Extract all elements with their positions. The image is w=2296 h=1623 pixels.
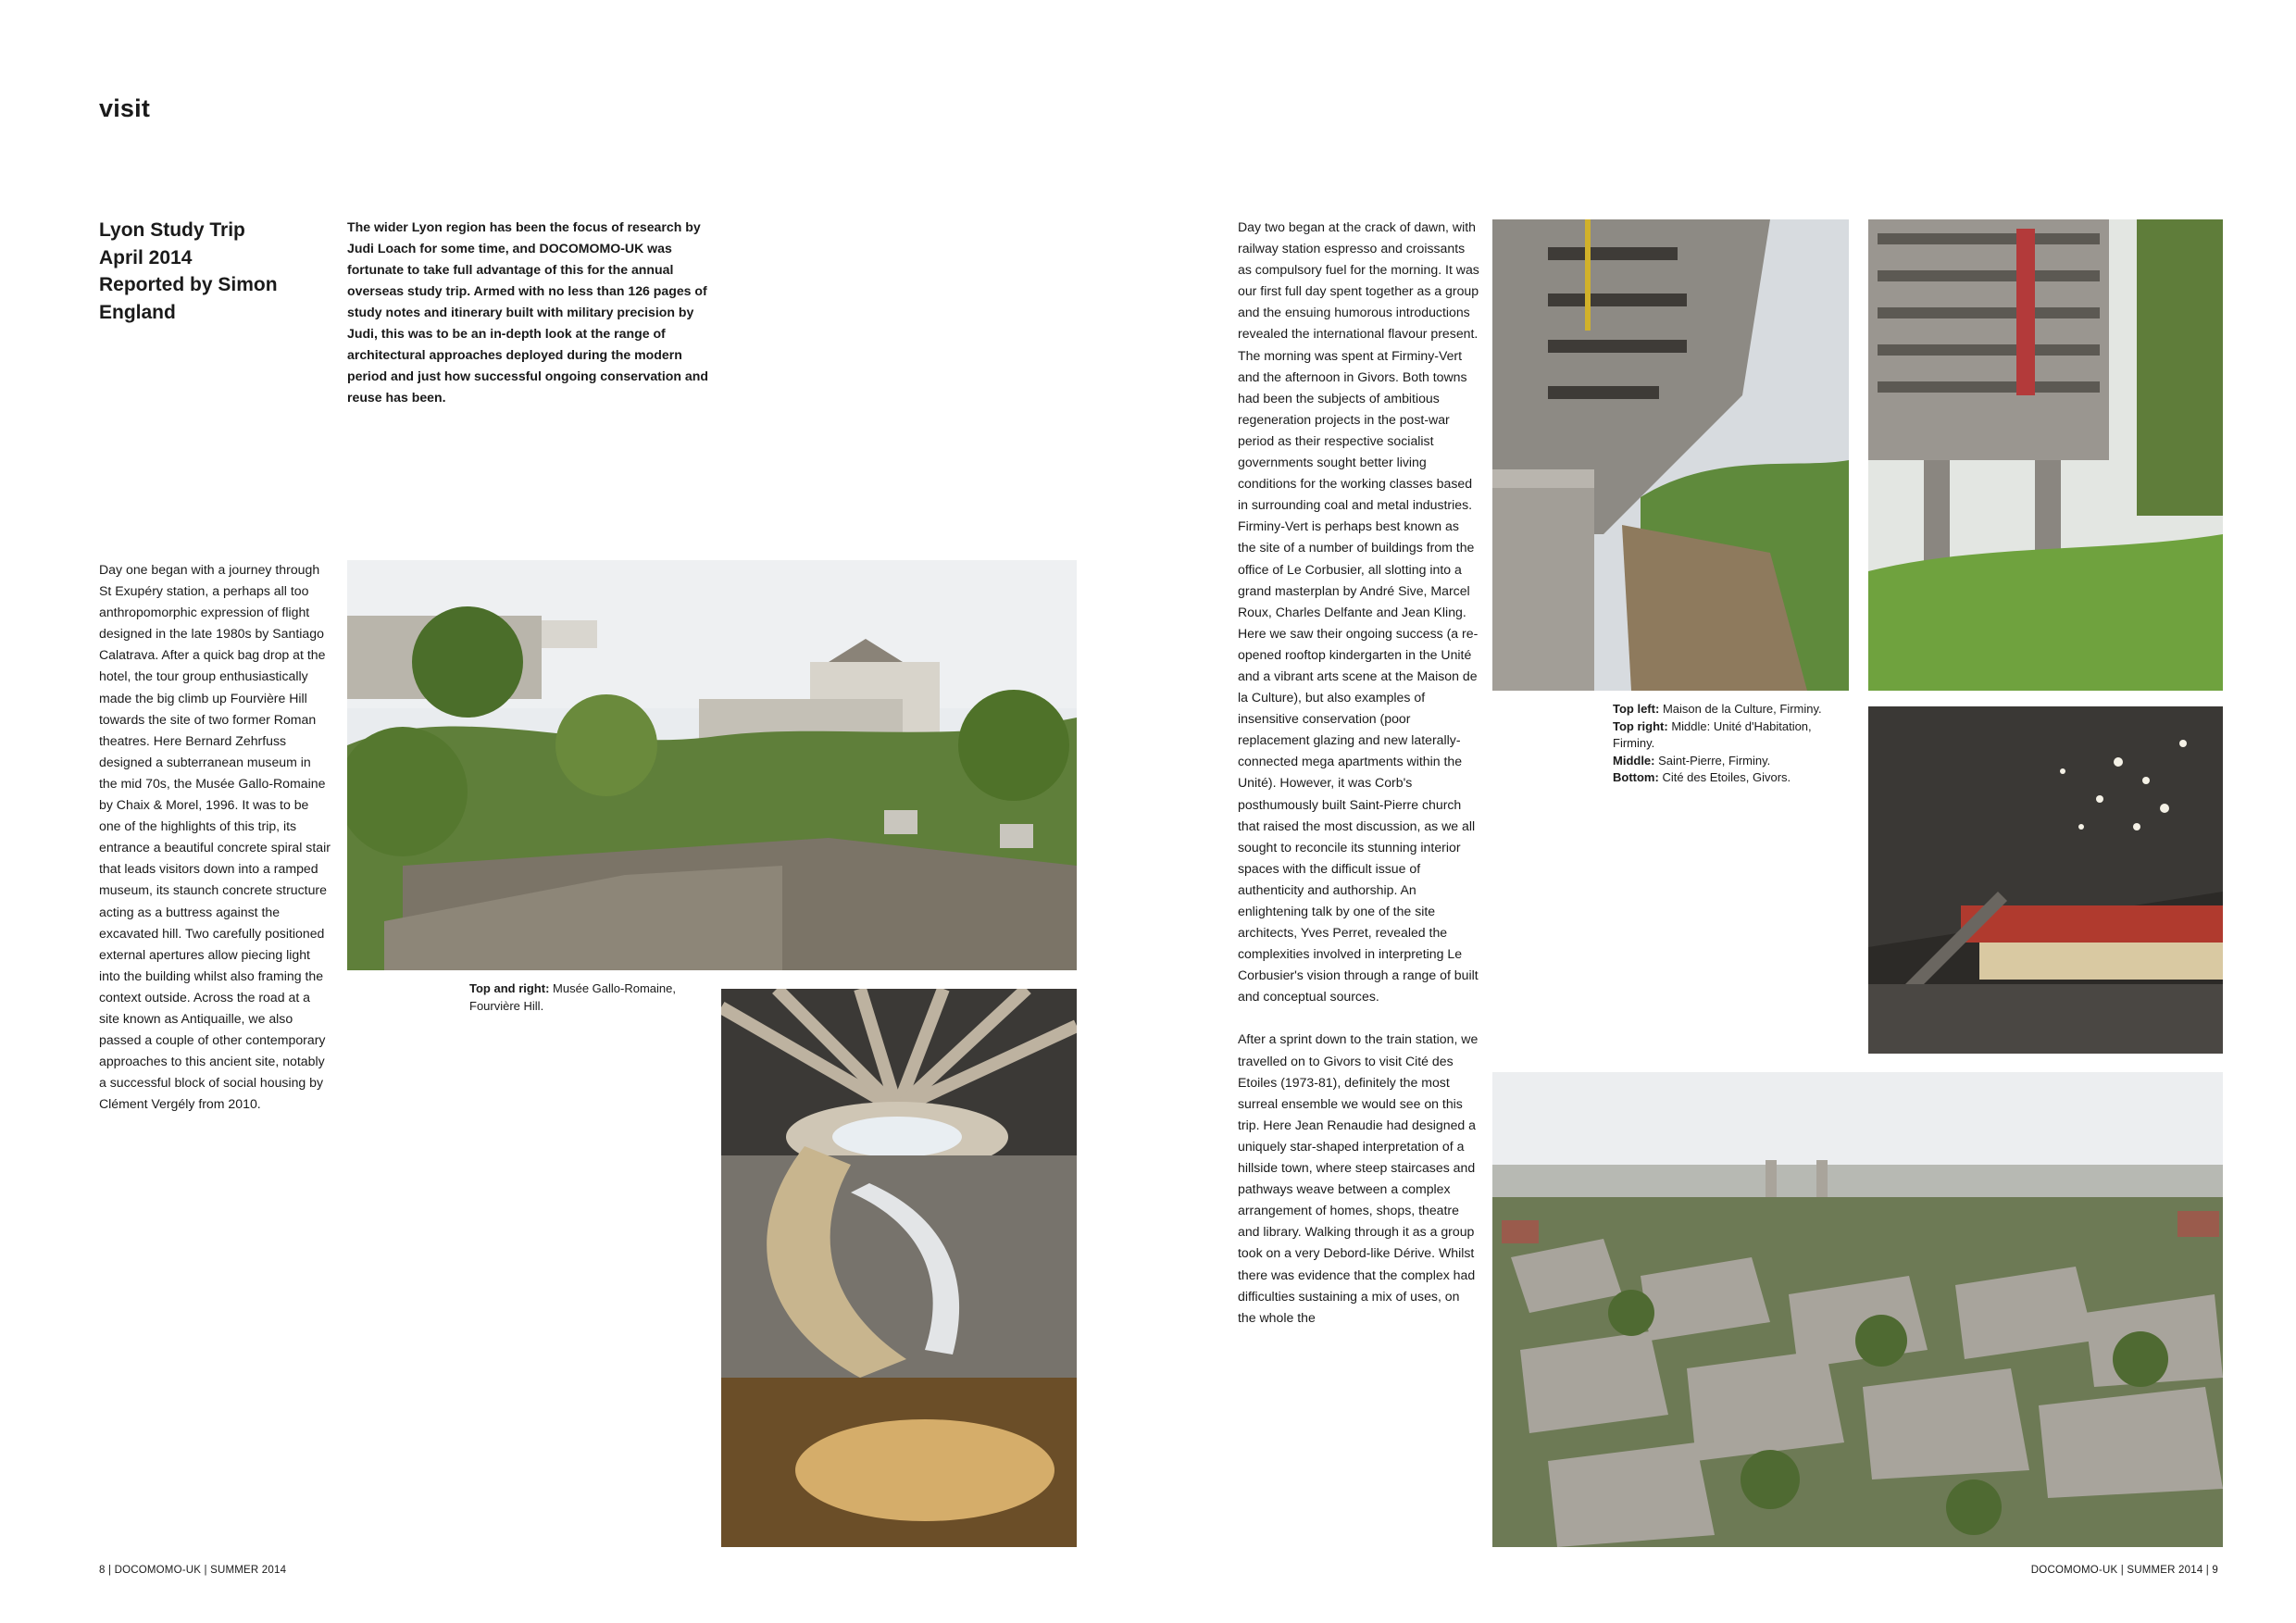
caption-label: Top and right: <box>469 981 550 995</box>
body-paragraph: After a sprint down to the train station, we travelled on to Givors to visit Cité des Etoiles (1973-81), definitely the most surreal ensemble we would see on this trip. Here Jean Renaudie had designed a uniquely star-shaped interpretation of a hillside town, where steep staircases and pathways weave between a complex arrangement of homes, shops, theatre and library. Walking through it as a group took on a very Debord-like Dérive. Whilst there was evidence that the complex had difficulties sustaining a mix of uses, on the whole the <box>1238 1031 1479 1325</box>
body-column-right <box>1238 217 1480 1350</box>
caption-line <box>1613 769 1840 787</box>
caption-text: Musée Gallo-Romaine, Fourvière Hill. <box>469 981 676 1013</box>
caption-line <box>1613 753 1840 770</box>
title-line: Lyon Study Trip <box>99 219 245 241</box>
caption-text: Saint-Pierre, Firminy. <box>1658 753 1771 768</box>
intro-paragraph: The wider Lyon region has been the focus of research by Judi Loach for some time, and DOCOMOMO-UK was fortunate to take full advantage of this for the annual overseas study trip. Armed with no less than 126 pages of study notes and itinerary built with military precision by Judi, this was to be an in-depth look at the range of architectural approaches deployed during the modern period and just how successful ongoing conservation and reuse has been. <box>347 219 708 405</box>
caption-line <box>1613 701 1840 718</box>
caption-label: Middle: <box>1613 753 1655 768</box>
caption-label: Top right: <box>1613 718 1668 733</box>
caption-museum <box>469 980 710 1015</box>
photo-saint-pierre-interior <box>1868 706 2223 1054</box>
body-paragraph: Day two began at the crack of dawn, with railway station espresso and croissants as compulsory fuel for the morning. It was our first full day spent together as a group and the ensuing humorous introductions revealed the international flavour present. The morning was spent at Firminy-Vert and the afternoon in Givors. Both towns had been the subjects of ambitious regeneration projects in the post-war period as their respective socialist governments sought better living conditions for the working classes based in surrounding coal and metal industries. Firminy-Vert is perhaps best known as the site of a number of buildings from the office of Le Corbusier, all slotting into a grand masterplan by André Sive, Marcel Roux, Charles Delfante and Jean Kling. Here we saw their ongoing success (a re-opened rooftop kindergarten in the Unité and a vibrant arts scene at the Maison de la Culture), but also examples of insensitive conservation (poor replacement glazing and new laterally-connected mega apartments within the Unité). However, it was Corb's posthumously built Saint-Pierre church that raised the most discussion, as we all sought to reconcile its stunning interior spaces with the difficult issue of authenticity and authorship. An enlightening talk by one of the site architects, Yves Perret, revealed the complexities involved in interpreting Le Corbusier's vision through a range of built and conceptual sources. <box>1238 219 1479 1005</box>
caption-label: Top left: <box>1613 702 1660 716</box>
article-title <box>99 217 321 326</box>
photo-maison-de-la-culture <box>1492 219 1849 691</box>
footer-right: DOCOMOMO-UK | SUMMER 2014 | 9 <box>2030 1565 2218 1576</box>
photo-museum-spiral-stair <box>721 989 1077 1547</box>
body-column-left <box>99 559 332 1136</box>
caption-firminy-givors <box>1613 701 1840 787</box>
photo-unite-habitation <box>1868 219 2223 691</box>
title-line: April 2014 <box>99 246 193 268</box>
title-line: England <box>99 301 176 323</box>
caption-line <box>1613 718 1840 753</box>
caption-text: Cité des Etoiles, Givors. <box>1662 770 1791 784</box>
caption-text: Maison de la Culture, Firminy. <box>1662 702 1822 716</box>
section-label: visit <box>99 94 151 122</box>
caption-label: Bottom: <box>1613 770 1659 784</box>
photo-cite-des-etoiles <box>1492 1072 2223 1547</box>
footer-left: 8 | DOCOMOMO-UK | SUMMER 2014 <box>99 1565 287 1576</box>
caption-text: Middle: Unité d'Habitation, Firminy. <box>1613 718 1812 750</box>
body-paragraph: Day one began with a journey through St Exupéry station, a perhaps all too anthropomorphic expression of flight designed in the late 1980s by Santiago Calatrava. After a quick bag drop at the hotel, the tour group enthusiastically made the big climb up Fourvière Hill towards the site of two former Roman theatres. Here Bernard Zehrfuss designed a subterranean museum in the mid 70s, the Musée Gallo-Romaine by Chaix & Morel, 1996. It was to be one of the highlights of this trip, its entrance a beautiful concrete spiral stair that leads visitors down into a ramped museum, its staunch concrete structure acting as a buttress against the excavated hill. Two carefully positioned external apertures allow piecing light into the building whilst also framing the context outside. Across the road at a site known as Antiquaille, we also passed a couple of other contemporary approaches to this ancient site, notably a successful block of social housing by Clément Vergély from 2010. <box>99 562 331 1112</box>
title-line: Reported by Simon <box>99 274 278 295</box>
photo-fourviere-ruins <box>347 560 1077 970</box>
